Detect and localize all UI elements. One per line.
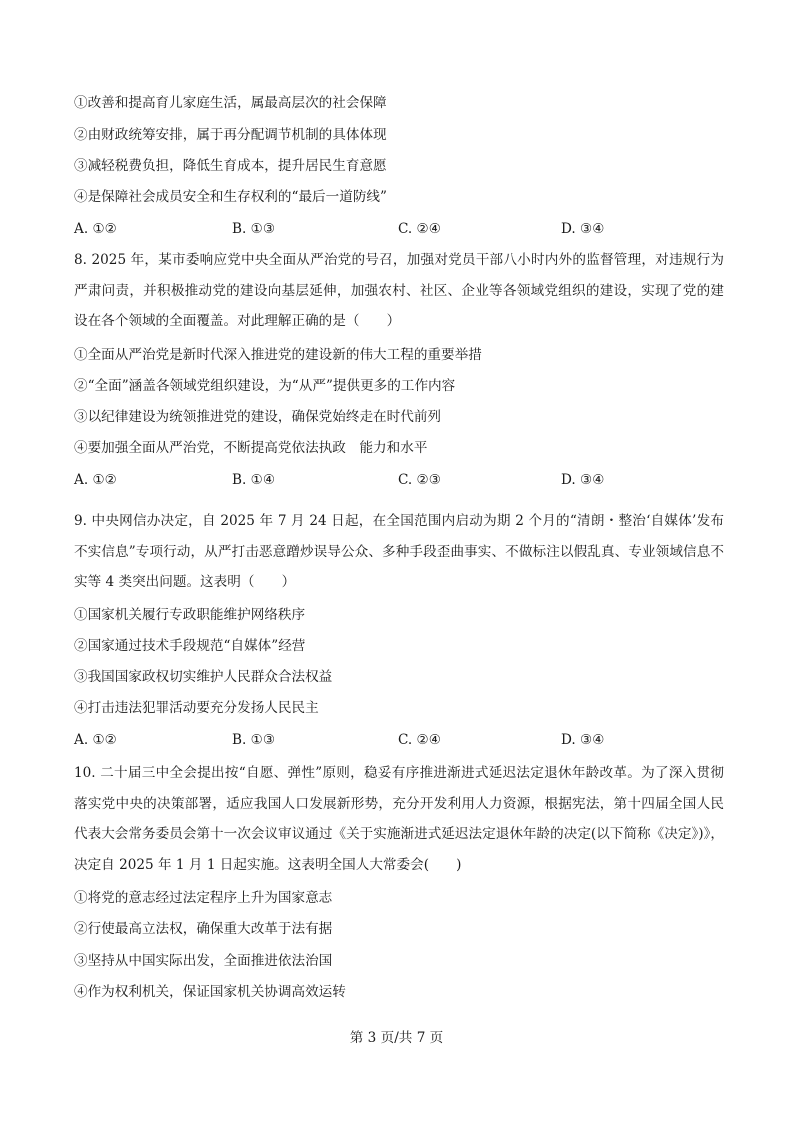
- q9-option-4: ④打击违法犯罪活动要充分发扬人民民主: [74, 700, 319, 716]
- q8-choice-a: A. ①②: [74, 472, 117, 488]
- q7-choice-d: D. ③④: [561, 221, 605, 237]
- q9-choice-b: B. ①③: [232, 732, 276, 748]
- q9-option-2: ②国家通过技术手段规范“自媒体”经营: [74, 638, 306, 654]
- q7-choices: [74, 220, 724, 238]
- q7-choice-c: C. ②④: [398, 221, 441, 237]
- q10-option-1: ①将党的意志经过法定程序上升为国家意志: [74, 890, 333, 906]
- q10-option-3: ③坚持从中国实际出发，全面推进依法治国: [74, 953, 333, 969]
- q9-option-3: ③我国国家政权切实维护人民群众合法权益: [74, 669, 333, 685]
- q8-choice-c: C. ②③: [398, 472, 441, 488]
- q7-option-4: ④是保障社会成员安全和生存权利的“最后一道防线”: [74, 189, 387, 205]
- page-number: 第 3 页/共 7 页: [349, 1030, 444, 1046]
- q8-choices: [74, 471, 724, 489]
- q9-stem: 9. 中央网信办决定，自 2025 年 7 月 24 日起，在全国范围内启动为期 2 个月的“清朗・整治‘自媒体’发布不实信息”专项行动，从严打击恶意蹭炒误导公众、多种手段歪曲事实、不做标注以假乱真、专业领域信息不实等 4 类突出问题。这表明（ ）: [74, 513, 724, 590]
- q8-option-1: ①全面从严治党是新时代深入推进党的建设新的伟大工程的重要举措: [74, 347, 482, 363]
- q8-choice-b: B. ①④: [232, 472, 276, 488]
- q9-choice-c: C. ②④: [398, 732, 441, 748]
- q7-choice-a: A. ①②: [74, 221, 117, 237]
- q7-option-1: ①改善和提高育儿家庭生活，属最高层次的社会保障: [74, 95, 387, 111]
- q8-option-2: ②“全面”涵盖各领域党组织建设，为“从严”提供更多的工作内容: [74, 378, 456, 394]
- q10-stem: 10. 二十届三中全会提出按“自愿、弹性”原则，稳妥有序推进渐进式延迟法定退休年龄改革。为了深入贯彻落实党中央的决策部署，适应我国人口发展新形势，充分开发利用人力资源，根据宪法，第十四届全国人民代表大会常务委员会第十一次会议审议通过《关于实施渐进式延迟法定退休年龄的决定(以下简称《决定》)》，决定自 2025 年 1 月 1 日起实施。这表明全国人大常委会( ): [74, 765, 724, 873]
- q10-option-4: ④作为权利机关，保证国家机关协调高效运转: [74, 984, 346, 1000]
- q9-option-1: ①国家机关履行专政职能维护网络秩序: [74, 607, 306, 623]
- q10-option-2: ②行使最高立法权，确保重大改革于法有据: [74, 921, 333, 937]
- q9-choices: [74, 731, 724, 749]
- q8-option-4: ④要加强全面从严治党，不断提高党依法执政 能力和水平: [74, 440, 428, 456]
- q7-option-2: ②由财政统筹安排，属于再分配调节机制的具体体现: [74, 127, 387, 143]
- q8-stem: 8. 2025 年，某市委响应党中央全面从严治党的号召，加强对党员干部八小时内外的监督管理，对违规行为严肃问责，并积极推动党的建设向基层延伸，加强农村、社区、企业等各领域党组织的建设，实现了党的建设在各个领域的全面覆盖。对此理解正确的是（ ）: [74, 252, 724, 329]
- q7-option-3: ③减轻税费负担，降低生育成本，提升居民生育意愿: [74, 158, 387, 174]
- q8-option-3: ③以纪律建设为统领推进党的建设，确保党始终走在时代前列: [74, 409, 442, 425]
- q7-choice-b: B. ①③: [232, 221, 276, 237]
- q8-choice-d: D. ③④: [561, 472, 605, 488]
- q9-choice-d: D. ③④: [561, 732, 605, 748]
- q9-choice-a: A. ①②: [74, 732, 117, 748]
